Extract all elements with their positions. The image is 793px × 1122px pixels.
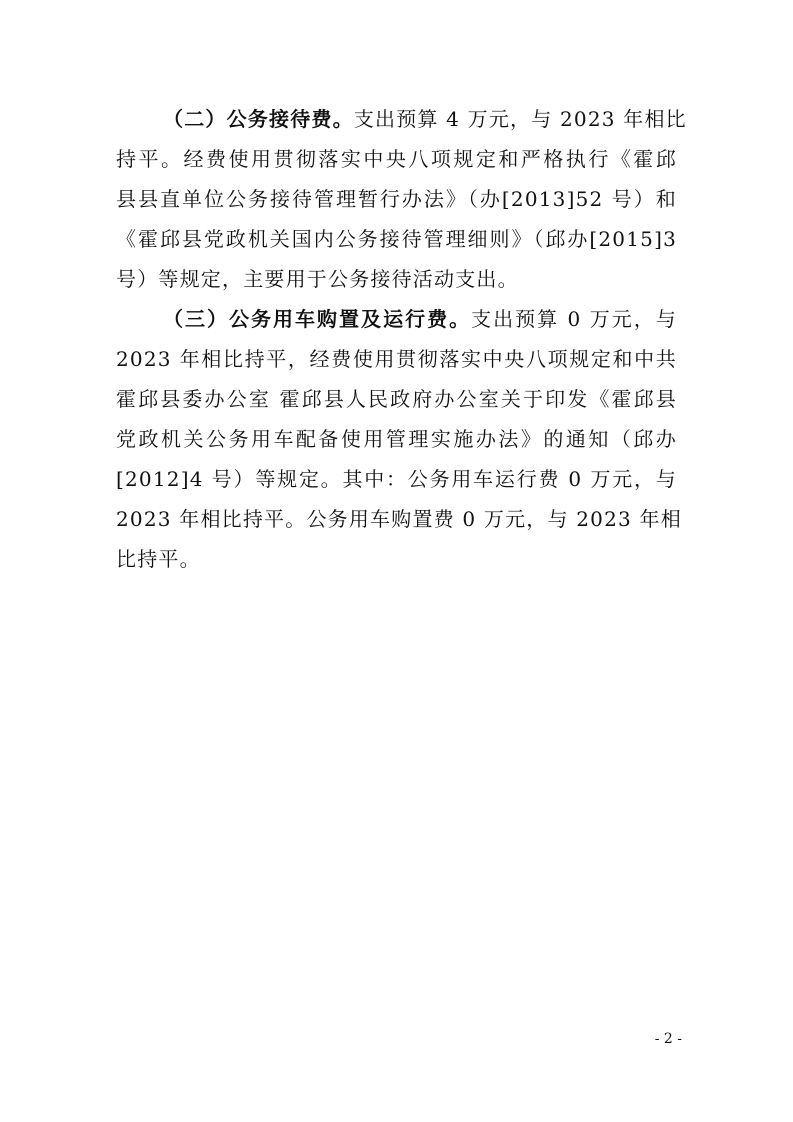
section3-line-2: 2023 年相比持平，经费使用贯彻落实中央八项规定和中共 <box>116 347 677 371</box>
section3-line-1 <box>163 306 677 332</box>
section3-line-1-text: 支出预算 0 万元，与 <box>471 307 677 331</box>
section3-line-6: 2023 年相比持平。公务用车购置费 0 万元，与 2023 年相 <box>116 507 682 531</box>
section2-line-3: 县县直单位公务接待管理暂行办法》（办[2013]52 号）和 <box>116 187 677 211</box>
section2-line-1-text: 支出预算 4 万元，与 2023 年相比 <box>353 107 687 131</box>
section3-heading: （三）公务用车购置及运行费。 <box>163 307 472 331</box>
section2-line-2: 持平。经费使用贯彻落实中央八项规定和严格执行《霍邱 <box>116 147 677 171</box>
section2-line-4: 《霍邱县党政机关国内公务接待管理细则》（邱办[2015]3 <box>116 227 677 251</box>
page-number: - 2 - <box>654 1031 682 1047</box>
section3-line-7: 比持平。 <box>116 547 201 571</box>
section2-line-5: 号）等规定，主要用于公务接待活动支出。 <box>116 267 519 291</box>
section2-heading: （二）公务接待费。 <box>163 107 354 131</box>
section3-line-3: 霍邱县委办公室 霍邱县人民政府办公室关于印发《霍邱县 <box>116 387 677 411</box>
section3-line-4: 党政机关公务用车配备使用管理实施办法》的通知（邱办 <box>116 427 677 451</box>
section2-line-1 <box>163 106 687 132</box>
section3-line-5: [2012]4 号）等规定。其中：公务用车运行费 0 万元，与 <box>116 467 677 491</box>
